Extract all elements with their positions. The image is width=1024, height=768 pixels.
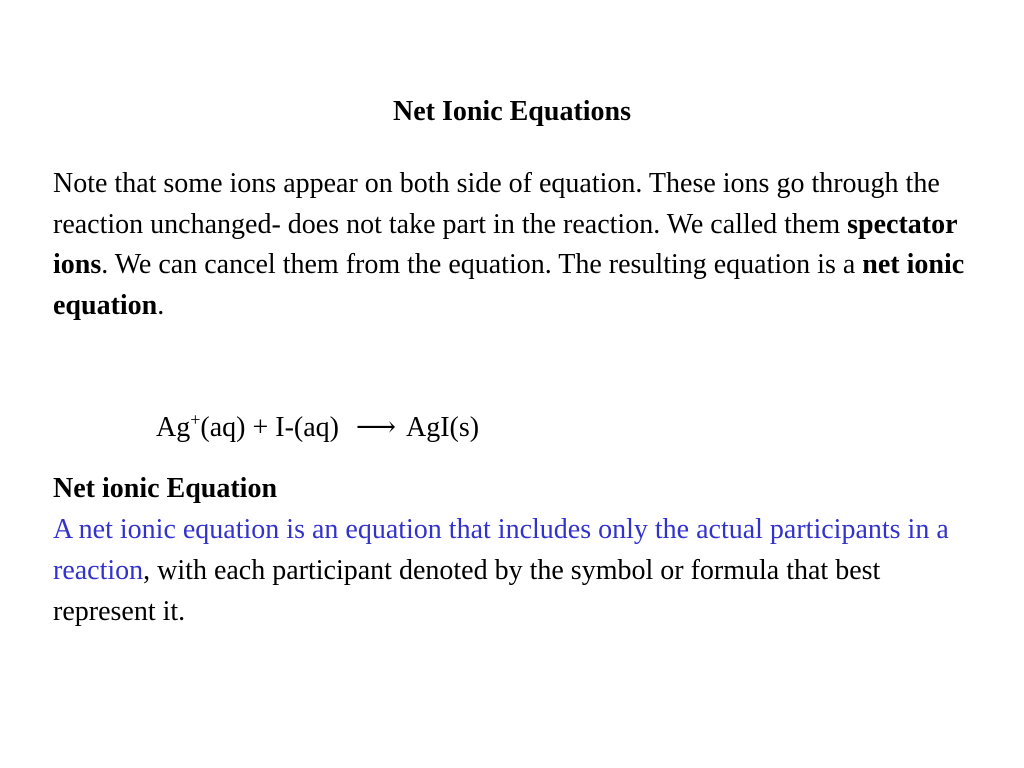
equation-charge: + — [190, 409, 201, 430]
intro-text-3: . — [157, 289, 165, 321]
definition-paragraph — [53, 509, 973, 632]
net-ionic-equation-term: net ionic equation — [53, 249, 965, 321]
intro-text-2: . We can cancel them from the equation. The resulting equation is a — [101, 249, 863, 280]
intro-text-1: Note that some ions appear on both side of equation. These ions go through the reaction unchanged- does not take part in the reaction. We called them — [53, 168, 940, 240]
equation-reactants: (aq) + I-(aq) — [200, 412, 346, 443]
definition-heading: Net ionic Equation — [53, 473, 278, 504]
chemical-equation — [156, 408, 479, 448]
page-title: Net Ionic Equations — [392, 96, 632, 127]
equation-silver: Ag — [156, 412, 191, 443]
definition-rest: , with each participant denoted by the symbol or formula that best represent it. — [53, 555, 881, 627]
reaction-arrow-icon: ⟶ — [355, 412, 397, 443]
spectator-ions-term: spectator ions — [53, 208, 958, 280]
intro-paragraph — [53, 164, 973, 326]
equation-product: AgI(s) — [405, 412, 480, 443]
definition-highlight: A net ionic equation is an equation that includes only the actual participants in a reaction — [53, 514, 949, 586]
